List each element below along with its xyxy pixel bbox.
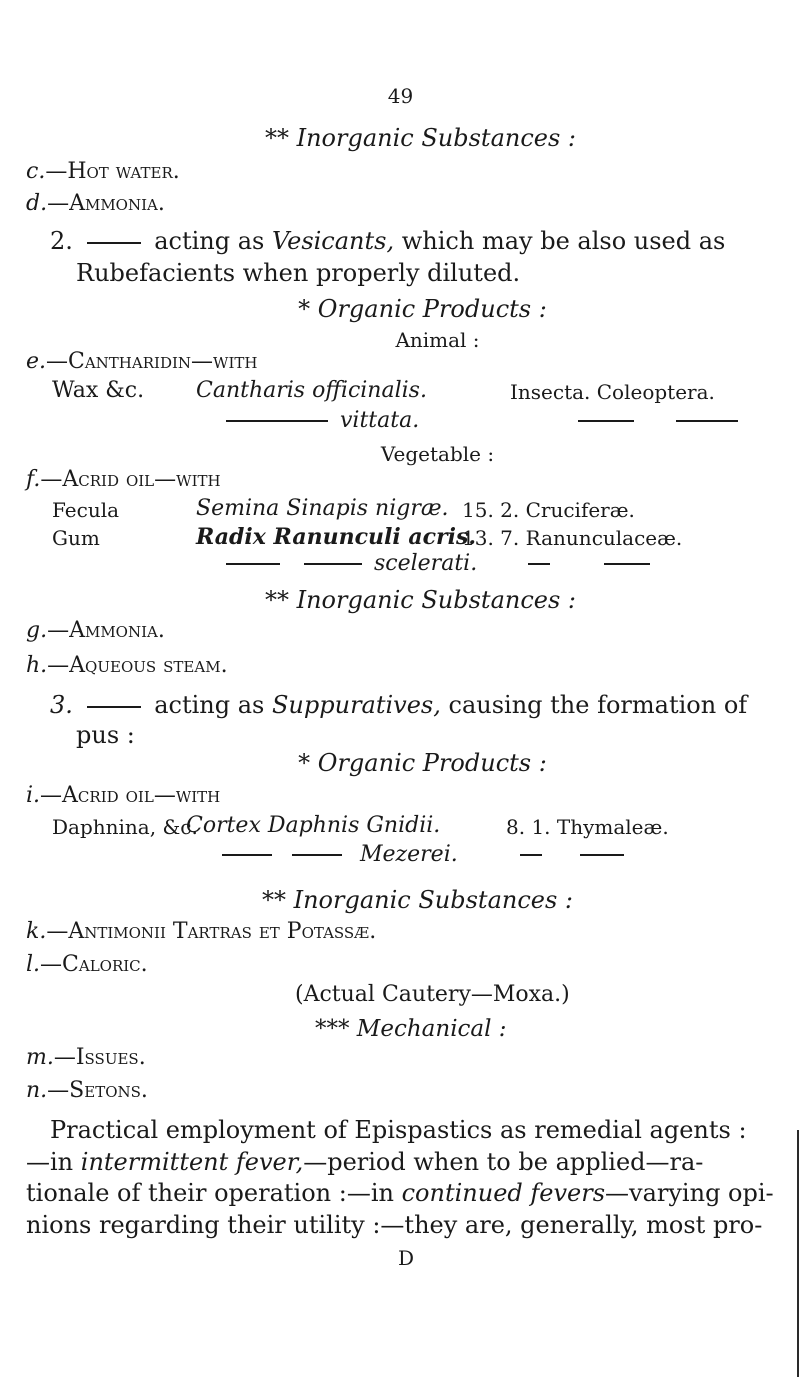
entry-letter: d. — [26, 191, 48, 216]
section-2-post: which may be also used as — [401, 227, 726, 255]
cautery-note: (Actual Cautery—Moxa.) — [295, 982, 570, 1007]
paragraph-line-3 — [26, 1181, 774, 1205]
e-row1-col1: Wax &c. — [52, 378, 145, 403]
entry-n — [26, 1080, 148, 1102]
animal-heading: Animal : — [395, 328, 480, 352]
entry-letter: m. — [26, 1045, 54, 1070]
paragraph-line-1: Practical employment of Epispastics as remedial agents : — [50, 1116, 747, 1144]
paragraph-line-2 — [26, 1150, 703, 1174]
entry-letter: n. — [26, 1078, 48, 1103]
page-number: 49 — [387, 84, 414, 108]
entry-letter: l. — [26, 952, 41, 977]
e-row1-col3: Insecta. Coleoptera. — [510, 380, 715, 404]
organic-products-heading-2: * Organic Products : — [298, 749, 547, 777]
f-row2-col1: Gum — [52, 526, 100, 550]
section-3-line-2: pus : — [76, 721, 135, 749]
italic-run: continued fevers — [401, 1179, 606, 1207]
entry-f — [26, 469, 221, 491]
ditto-dash — [676, 420, 738, 422]
entry-g — [26, 620, 165, 642]
vegetable-heading: Vegetable : — [380, 442, 495, 466]
i-row1-col1: Daphnina, &c. — [52, 815, 198, 839]
entry-letter: c. — [26, 159, 46, 184]
i-row1-col3: 8. 1. Thymaleæ. — [506, 815, 669, 839]
entry-d — [26, 193, 165, 215]
text-run: —varying opi- — [605, 1179, 774, 1207]
f-row1-col3: 15. 2. Cruciferæ. — [462, 498, 635, 522]
section-2-line-1 — [50, 229, 725, 253]
entry-letter: h. — [26, 653, 48, 678]
i-row1-col2: Cortex Daphnis Gnidii. — [186, 813, 441, 838]
section-2-pre: acting as — [154, 227, 265, 255]
section-heading-inorganic-1: ** Inorganic Substances : — [264, 124, 577, 152]
entry-h — [26, 655, 228, 677]
ditto-dash — [226, 420, 328, 422]
e-row1-col2: Cantharis officinalis. — [196, 378, 427, 403]
entry-text: —Ammonia. — [47, 618, 165, 643]
section-number: 3. — [50, 691, 73, 719]
entry-text: —Issues. — [53, 1045, 146, 1070]
entry-e — [26, 351, 257, 373]
ditto-dash — [87, 706, 141, 708]
f-row2-col2: Radix Ranunculi acris. — [196, 524, 476, 550]
section-2-line-2: Rubefacients when properly diluted. — [76, 259, 521, 287]
f-row2-col3: 13. 7. Ranunculaceæ. — [462, 526, 683, 550]
section-3-pre: acting as — [154, 691, 265, 719]
section-number: 2. — [50, 227, 73, 255]
entry-letter: f. — [26, 467, 41, 492]
mechanical-heading: *** Mechanical : — [315, 1016, 507, 1042]
text-run: tionale of their operation :—in — [26, 1179, 394, 1207]
entry-letter: k. — [26, 919, 47, 944]
ditto-dash — [292, 854, 342, 856]
entry-text: —Hot water. — [45, 159, 180, 184]
text-run: —in — [26, 1148, 74, 1176]
entry-m — [26, 1047, 146, 1069]
paragraph-line-4: nions regarding their utility :—they are, generally, most pro- — [26, 1211, 763, 1239]
entry-text: —Ammonia. — [47, 191, 165, 216]
section-3-term: Suppuratives, — [271, 691, 441, 719]
f-row1-col2: Semina Sinapis nigræ. — [196, 496, 449, 521]
italic-run: intermittent fever, — [80, 1148, 304, 1176]
ditto-dash — [580, 854, 624, 856]
i-row2-col2: Mezerei. — [360, 842, 458, 867]
section-3-post: causing the formation of — [448, 691, 748, 719]
entry-text: —Setons. — [47, 1078, 148, 1103]
f-row1-col1: Fecula — [52, 498, 120, 522]
ditto-dash — [304, 563, 362, 565]
e-row2-col2: vittata. — [340, 408, 420, 433]
text-run: —period when to be applied—ra- — [303, 1148, 704, 1176]
signature-mark: D — [398, 1246, 415, 1270]
entry-c — [26, 161, 180, 183]
entry-l — [26, 954, 148, 976]
entry-text: —Aqueous steam. — [47, 653, 228, 678]
ditto-dash — [87, 242, 141, 244]
section-heading-inorganic-3: ** Inorganic Substances : — [261, 886, 574, 914]
page-edge-line — [797, 1130, 799, 1377]
section-heading-inorganic-2: ** Inorganic Substances : — [264, 586, 577, 614]
ditto-dash — [528, 563, 550, 565]
entry-letter: i. — [26, 783, 41, 808]
entry-text: —Acrid oil—with — [40, 467, 221, 492]
section-2-term: Vesicants, — [271, 227, 395, 255]
f-row3-col2: scelerati. — [374, 551, 478, 576]
ditto-dash — [578, 420, 634, 422]
entry-i — [26, 785, 220, 807]
ditto-dash — [520, 854, 542, 856]
organic-products-heading: * Organic Products : — [298, 295, 547, 323]
entry-text: —Cantharidin—with — [46, 349, 258, 374]
entry-letter: e. — [26, 349, 47, 374]
entry-k — [26, 921, 376, 943]
ditto-dash — [222, 854, 272, 856]
ditto-dash — [226, 563, 280, 565]
entry-text: —Acrid oil—with — [40, 783, 221, 808]
section-3-line-1 — [50, 693, 747, 717]
entry-letter: g. — [26, 618, 48, 643]
entry-text: —Caloric. — [40, 952, 148, 977]
ditto-dash — [604, 563, 650, 565]
entry-text: —Antimonii Tartras et Potassæ. — [46, 919, 377, 944]
